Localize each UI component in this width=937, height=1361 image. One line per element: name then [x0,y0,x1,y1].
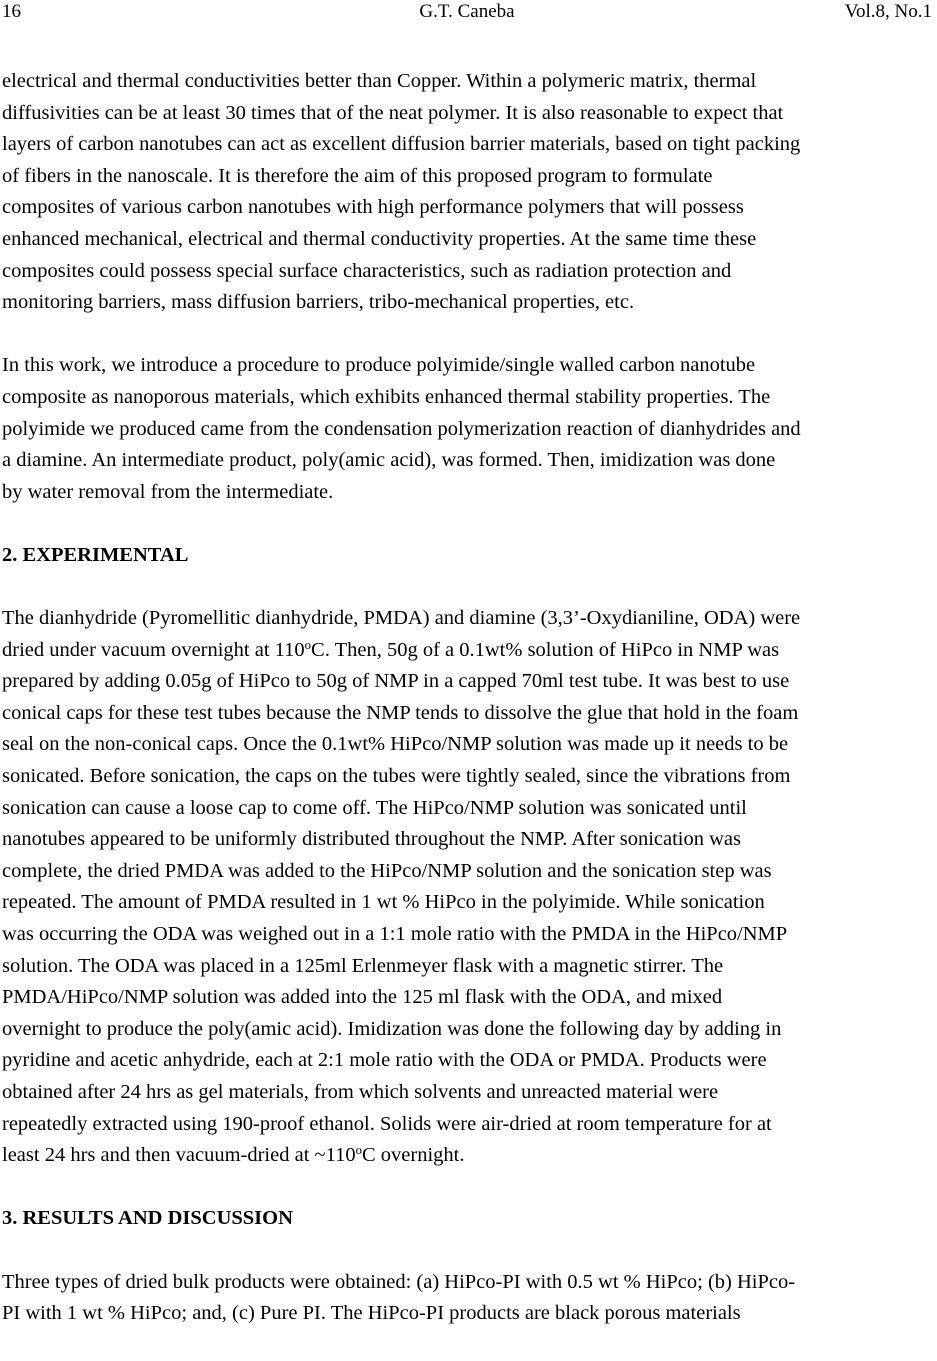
results-paragraph [2,1267,935,1330]
text-line: diffusivities can be at least 30 times that of the neat polymer. It is also reasonable to expect that [2,101,784,124]
text-line: composites of various carbon nanotubes with high performance polymers that will possess [2,196,744,219]
degree-superscript: o [304,637,312,652]
text-line: complete, the dried PMDA was added to the HiPco/NMP solution and the sonication step was [2,859,772,882]
page-number: 16 [2,1,21,22]
text-line: sonicated. Before sonication, the caps on the tubes were tightly sealed, since the vibrations from [2,765,791,788]
section-heading-results: 3. RESULTS AND DISCUSSION [2,1207,293,1230]
text-line [2,635,935,667]
text-line: PMDA/HiPco/NMP solution was added into the 125 ml flask with the ODA, and mixed [2,986,723,1009]
text-line: was occurring the ODA was weighed out in a 1:1 mole ratio with the PMDA in the HiPco/NMP [2,923,788,946]
text-line: by water removal from the intermediate. [2,480,334,503]
text-line [2,1140,935,1172]
text-line: In this work, we introduce a procedure to produce polyimide/single walled carbon nanotube [2,354,756,377]
text-segment: least 24 hrs and then vacuum-dried at ~110 [2,1144,356,1167]
text-line: layers of carbon nanotubes can act as excellent diffusion barrier materials, based on tight packing [2,133,801,156]
text-line: overnight to produce the poly(amic acid). Imidization was done the following day by adding in [2,1017,782,1040]
text-line: pyridine and acetic anhydride, each at 2:1 mole ratio with the ODA or PMDA. Products were [2,1049,767,1072]
text-line: repeatedly extracted using 190-proof ethanol. Solids were air-dried at room temperature for at [2,1112,772,1135]
text-line: sonication can cause a loose cap to come off. The HiPco/NMP solution was sonicated until [2,796,747,819]
running-author: G.T. Caneba [419,1,515,22]
text-line: monitoring barriers, mass diffusion barriers, tribo-mechanical properties, etc. [2,291,635,314]
text-line: Three types of dried bulk products were obtained: (a) HiPco-PI with 0.5 wt % HiPco; (b) HiPco- [2,1270,796,1293]
intro-paragraph-1 [2,66,935,319]
text-line: PI with 1 wt % HiPco; and, (c) Pure PI. The HiPco-PI products are black porous materials [2,1302,741,1325]
text-line: prepared by adding 0.05g of HiPco to 50g of NMP in a capped 70ml test tube. It was best to use [2,670,790,693]
text-line: nanotubes appeared to be uniformly distributed throughout the NMP. After sonication was [2,828,742,851]
text-line: obtained after 24 hrs as gel materials, from which solvents and unreacted material were [2,1081,719,1103]
text-line: polyimide we produced came from the condensation polymerization reaction of dianhydrides and [2,417,801,440]
text-line: solution. The ODA was placed in a 125ml Erlenmeyer flask with a magnetic stirrer. The [2,954,724,977]
text-line: conical caps for these test tubes because the NMP tends to dissolve the glue that hold in the foam [2,701,799,724]
text-line: The dianhydride (Pyromellitic dianhydride, PMDA) and diamine (3,3’-Oxydianiline, ODA) were [2,607,801,630]
experimental-paragraph [2,603,935,1172]
volume-label: Vol.8, No.1 [844,1,932,22]
text-line: seal on the non-conical caps. Once the 0.1wt% HiPco/NMP solution was made up it needs to be [2,733,789,756]
degree-superscript: o [355,1143,362,1158]
text-line: of fibers in the nanoscale. It is therefore the aim of this proposed program to formulate [2,164,713,187]
intro-paragraph-2 [2,350,935,508]
running-header [2,0,932,24]
section-heading-experimental: 2. EXPERIMENTAL [2,543,189,566]
text-line: composite as nanoporous materials, which exhibits enhanced thermal stability properties. The [2,385,771,408]
text-line: a diamine. An intermediate product, poly(amic acid), was formed. Then, imidization was done [2,449,776,472]
text-line: enhanced mechanical, electrical and thermal conductivity properties. At the same time these [2,227,757,250]
text-segment: dried under vacuum overnight at 110 [2,638,305,661]
text-line: repeated. The amount of PMDA resulted in 1 wt % HiPco in the polyimide. While sonication [2,891,765,914]
text-line: composites could possess special surface characteristics, such as radiation protection and [2,259,732,282]
article-body [2,66,935,1361]
text-line: electrical and thermal conductivities better than Copper. Within a polymeric matrix, thermal [2,70,757,92]
text-segment: C. Then, 50g of a 0.1wt% solution of HiPco in NMP was [311,638,780,661]
text-segment: C overnight. [361,1144,465,1167]
